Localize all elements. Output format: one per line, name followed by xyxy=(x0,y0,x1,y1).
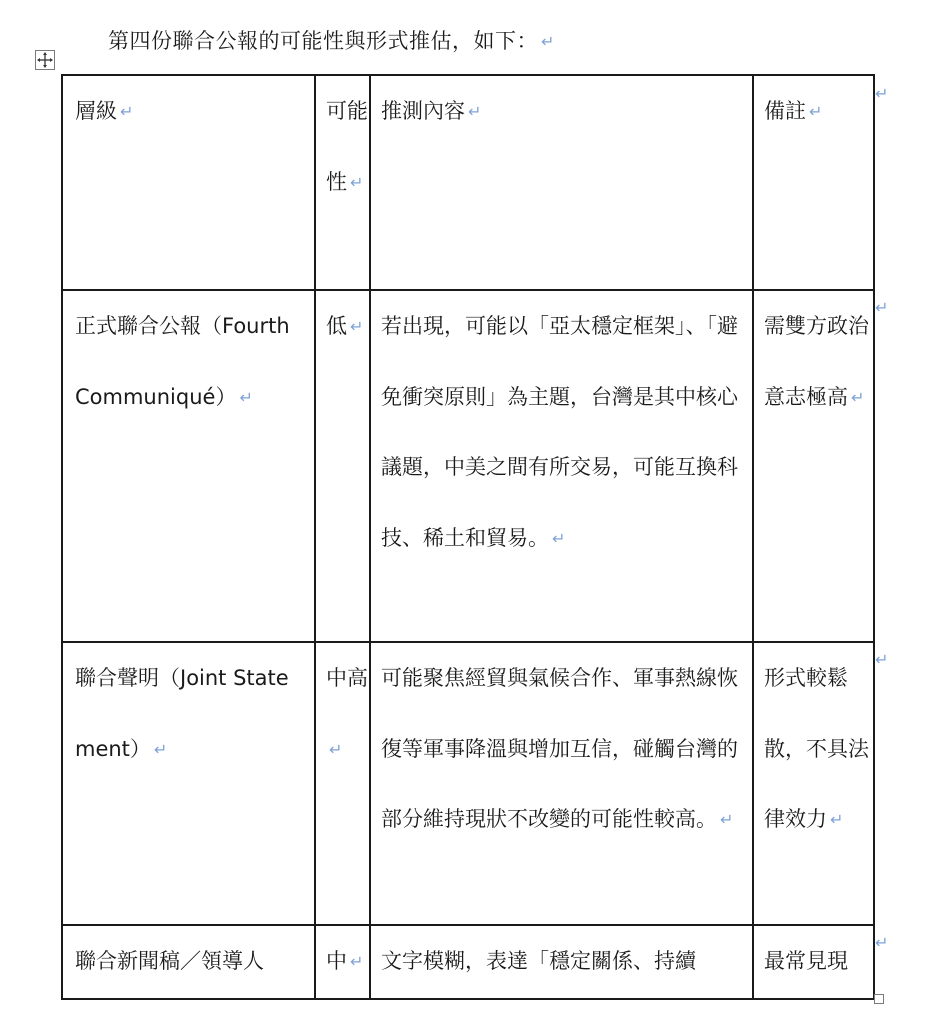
intro-paragraph xyxy=(108,26,555,57)
table-row xyxy=(62,290,874,642)
row-likelihood-cell: 中 ↵ xyxy=(315,925,370,999)
paragraph-mark-icon: ↵ xyxy=(809,102,823,121)
paragraph-mark-icon: ↵ xyxy=(851,387,865,407)
row-notes-cell: 形式較鬆散，不具法律效力 ↵ xyxy=(753,642,874,925)
row-end-mark-icon: ↵ xyxy=(875,298,889,317)
row-end-mark-icon: ↵ xyxy=(875,933,889,952)
paragraph-mark-icon: ↵ xyxy=(552,528,566,548)
row-notes-cell: 最常見現 xyxy=(753,925,874,999)
row-content-cell: 文字模糊，表達「穩定關係、持續 xyxy=(370,925,753,999)
table-row xyxy=(62,925,874,999)
intro-text: 第四份聯合公報的可能性與形式推估，如下： xyxy=(108,29,538,53)
row-likelihood-cell: 低 ↵ xyxy=(315,290,370,642)
row-notes-cell: 需雙方政治意志極高 ↵ xyxy=(753,290,874,642)
paragraph-mark-icon: ↵ xyxy=(350,172,364,192)
paragraph-mark-icon: ↵ xyxy=(153,739,168,759)
header-likelihood: 可能性 ↵ xyxy=(315,75,370,290)
paragraph-mark-icon: ↵ xyxy=(329,739,343,759)
table-header-row xyxy=(62,75,874,290)
header-content: 推測內容 ↵ xyxy=(370,75,753,290)
row-content-cell: 若出現，可能以「亞太穩定框架」、「避免衝突原則」為主題，台灣是其中核心議題，中美之間有所交易，可能互換科技、稀土和貿易。 ↵ xyxy=(370,290,753,642)
paragraph-mark-icon: ↵ xyxy=(120,102,134,121)
row-likelihood-cell: 中高↵ xyxy=(315,642,370,925)
paragraph-mark-icon: ↵ xyxy=(541,32,555,51)
row-end-mark-icon: ↵ xyxy=(875,84,889,103)
table-row xyxy=(62,642,874,925)
table-move-handle-icon[interactable] xyxy=(35,50,55,70)
row-level-cell: 聯合聲明（Joint Statement） ↵ xyxy=(62,642,315,925)
paragraph-mark-icon: ↵ xyxy=(350,317,364,336)
table-resize-handle-icon[interactable] xyxy=(874,994,884,1004)
header-level: 層級 ↵ xyxy=(62,75,315,290)
paragraph-mark-icon: ↵ xyxy=(239,387,253,407)
paragraph-mark-icon: ↵ xyxy=(830,810,844,829)
paragraph-mark-icon: ↵ xyxy=(350,952,364,971)
header-notes: 備註 ↵ xyxy=(753,75,874,290)
estimate-table xyxy=(61,74,875,1000)
row-level-cell: 聯合新聞稿／領導人 xyxy=(62,925,315,999)
paragraph-mark-icon: ↵ xyxy=(720,810,734,829)
paragraph-mark-icon: ↵ xyxy=(468,102,482,121)
row-content-cell: 可能聚焦經貿與氣候合作、軍事熱線恢復等軍事降溫與增加互信，碰觸台灣的部分維持現狀不改變的可能性較高。 ↵ xyxy=(370,642,753,925)
row-level-cell: 正式聯合公報（Fourth Communiqué） ↵ xyxy=(62,290,315,642)
row-end-mark-icon: ↵ xyxy=(875,650,889,669)
